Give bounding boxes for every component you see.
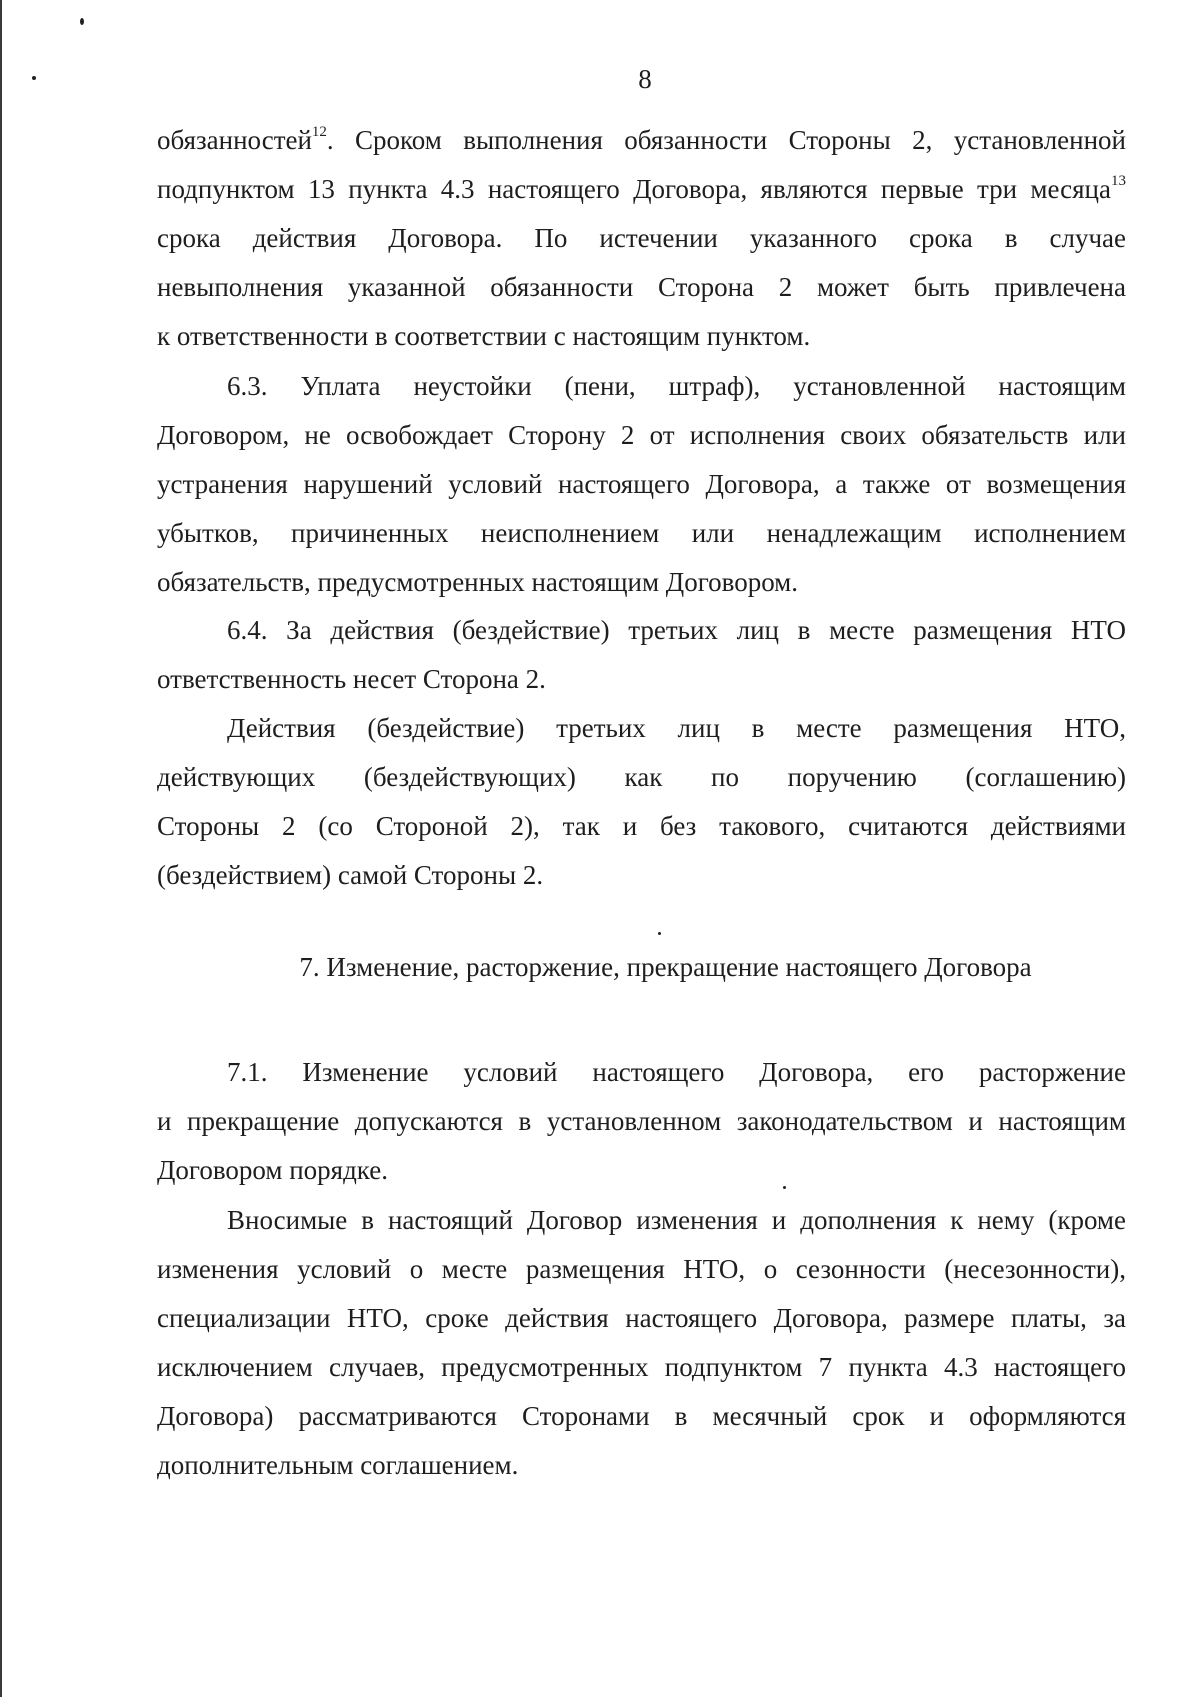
text-line: обязательств, предусмотренных настоящим Договором. xyxy=(157,567,799,597)
text-line: действующих (бездействующих) как по поручению (соглашению) xyxy=(157,762,1126,792)
text-line: 6.4. За действия (бездействие) третьих лиц в месте размещения НТО xyxy=(227,615,1126,645)
paragraph-obligations-term xyxy=(157,116,1126,361)
text-line: ответственность несет Сторона 2. xyxy=(157,664,546,694)
text-line: подпунктом 13 пункта 4.3 настоящего Договора, являются первые три месяца$^{13}$ xyxy=(157,173,1126,204)
text-line: изменения условий о месте размещения НТО, о сезонности (несезонности), xyxy=(157,1254,1126,1284)
text-line: Договора) рассматриваются Сторонами в месячный срок и оформляются xyxy=(157,1401,1126,1431)
text-line: обязанностей$^{12}$. Сроком выполнения обязанности Стороны 2, установленной xyxy=(157,124,1126,155)
text-line: Вносимые в настоящий Договор изменения и дополнения к нему (кроме xyxy=(227,1205,1126,1235)
text-line: 6.3. Уплата неустойки (пени, штраф), установленной настоящим xyxy=(227,371,1126,401)
text-line: исключением случаев, предусмотренных подпунктом 7 пункта 4.3 настоящего xyxy=(157,1352,1126,1382)
clause-6-3 xyxy=(157,362,1126,607)
page-number: 8 xyxy=(638,64,652,94)
scan-edge-line xyxy=(0,0,2,1697)
scan-speck xyxy=(80,18,84,25)
text-line: срока действия Договора. По истечении указанного срока в случае xyxy=(157,223,1126,253)
text-line: 7.1. Изменение условий настоящего Договора, его расторжение xyxy=(227,1057,1126,1087)
clause-6-4-continued xyxy=(157,704,1126,900)
text-line: убытков, причиненных неисполнением или ненадлежащим исполнением xyxy=(157,518,1126,548)
section-7-heading: 7. Изменение, расторжение, прекращение настоящего Договора xyxy=(299,952,1032,982)
footnote-marker: 12 xyxy=(311,124,327,140)
scan-speck xyxy=(658,932,661,935)
clause-6-4 xyxy=(157,606,1126,704)
text-line: и прекращение допускаются в установленном законодательством и настоящим xyxy=(157,1106,1126,1136)
text-line: устранения нарушений условий настоящего Договора, а также от возмещения xyxy=(157,469,1126,499)
text-line: Стороны 2 (со Стороной 2), так и без такового, считаются действиями xyxy=(157,811,1126,841)
text-line: невыполнения указанной обязанности Сторона 2 может быть привлечена xyxy=(157,272,1126,302)
text-line: к ответственности в соответствии с настоящим пунктом. xyxy=(157,321,811,351)
text-line: Договором порядке. xyxy=(157,1155,388,1185)
text-line: Договором, не освобождает Сторону 2 от исполнения своих обязательств или xyxy=(157,420,1126,450)
text-line: (бездействием) самой Стороны 2. xyxy=(157,860,544,890)
text-line: дополнительным соглашением. xyxy=(157,1450,519,1480)
text-line: Действия (бездействие) третьих лиц в месте размещения НТО, xyxy=(227,713,1126,743)
footnote-marker: 13 xyxy=(1111,173,1126,189)
clause-7-1-continued xyxy=(157,1196,1126,1490)
clause-7-1 xyxy=(157,1048,1126,1195)
text-line: специализации НТО, сроке действия настоящего Договора, размере платы, за xyxy=(157,1303,1126,1333)
